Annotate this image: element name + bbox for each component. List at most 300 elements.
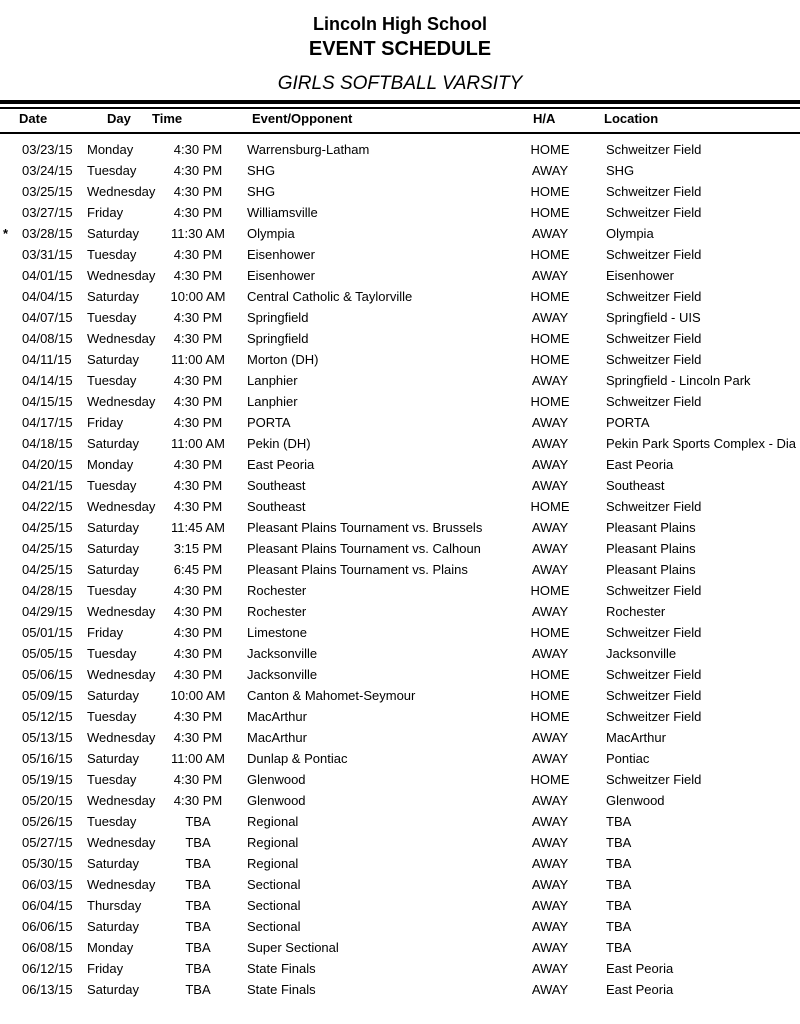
row-time: 4:30 PM (173, 646, 223, 661)
asterisk-marker (0, 643, 18, 664)
row-home-away: AWAY (531, 373, 569, 388)
row-event: Rochester (247, 604, 307, 619)
row-location: Springfield - Lincoln Park (606, 373, 751, 388)
row-location: TBA (606, 835, 632, 850)
table-row (0, 517, 800, 538)
asterisk-marker (0, 202, 18, 223)
row-location: Schweitzer Field (606, 331, 702, 346)
table-row (0, 958, 800, 979)
row-location: Schweitzer Field (606, 184, 702, 199)
asterisk-marker (0, 475, 18, 496)
row-time: 10:00 AM (170, 289, 226, 304)
row-time: TBA (185, 982, 211, 997)
row-time: 3:15 PM (173, 541, 223, 556)
table-row (0, 853, 800, 874)
row-time: 4:30 PM (173, 310, 223, 325)
table-row (0, 769, 800, 790)
row-date: 03/31/15 (22, 247, 73, 262)
asterisk-marker (0, 433, 18, 454)
row-home-away: HOME (530, 772, 570, 787)
row-time: 4:30 PM (173, 415, 223, 430)
row-date: 05/12/15 (22, 709, 73, 724)
row-home-away: HOME (530, 247, 570, 262)
asterisk-marker (0, 832, 18, 853)
row-home-away: AWAY (531, 436, 569, 451)
column-header-location: Location (604, 111, 659, 126)
row-time: 4:30 PM (173, 205, 223, 220)
row-event: SHG (247, 184, 276, 199)
row-location: TBA (606, 814, 632, 829)
asterisk-marker (0, 790, 18, 811)
row-time: 4:30 PM (173, 604, 223, 619)
row-home-away: HOME (530, 709, 570, 724)
row-date: 04/21/15 (22, 478, 73, 493)
row-day: Tuesday (87, 583, 137, 598)
row-event: Super Sectional (247, 940, 339, 955)
row-home-away: HOME (530, 688, 570, 703)
row-home-away: HOME (530, 142, 570, 157)
row-event: SHG (247, 163, 276, 178)
row-date: 04/18/15 (22, 436, 73, 451)
row-time: 11:00 AM (171, 751, 225, 766)
row-home-away: AWAY (531, 268, 569, 283)
row-date: 05/26/15 (22, 814, 73, 829)
table-row (0, 412, 800, 433)
row-location: Pleasant Plains (606, 520, 696, 535)
row-date: 04/22/15 (22, 499, 73, 514)
table-row (0, 202, 800, 223)
row-day: Tuesday (87, 772, 137, 787)
row-day: Saturday (87, 436, 140, 451)
row-event: Lanphier (247, 373, 298, 388)
row-day: Wednesday (87, 793, 156, 808)
table-row (0, 727, 800, 748)
asterisk-marker (0, 160, 18, 181)
row-event: Dunlap & Pontiac (247, 751, 348, 766)
row-event: Regional (247, 814, 299, 829)
row-location: TBA (606, 919, 632, 934)
row-day: Friday (87, 205, 124, 220)
table-row (0, 790, 800, 811)
asterisk-marker (0, 454, 18, 475)
row-time: 4:30 PM (173, 667, 223, 682)
page-title: EVENT SCHEDULE (308, 38, 492, 60)
row-home-away: HOME (530, 499, 570, 514)
table-row (0, 307, 800, 328)
row-event: Eisenhower (247, 247, 315, 262)
row-location: Schweitzer Field (606, 772, 702, 787)
row-day: Tuesday (87, 646, 137, 661)
row-day: Wednesday (87, 835, 156, 850)
table-row (0, 223, 800, 244)
row-location: Schweitzer Field (606, 709, 702, 724)
row-date: 05/06/15 (22, 667, 73, 682)
row-date: 05/13/15 (22, 730, 73, 745)
asterisk-marker: * (3, 226, 9, 241)
row-location: Southeast (606, 478, 665, 493)
table-row (0, 181, 800, 202)
schedule-table (0, 139, 800, 1000)
row-location: Olympia (606, 226, 654, 241)
row-time: 4:30 PM (173, 394, 223, 409)
row-date: 06/08/15 (22, 940, 73, 955)
row-event: State Finals (247, 982, 316, 997)
row-event: Pleasant Plains Tournament vs. Brussels (247, 520, 483, 535)
row-home-away: AWAY (531, 646, 569, 661)
table-row (0, 286, 800, 307)
table-row (0, 349, 800, 370)
row-day: Saturday (87, 751, 140, 766)
row-event: Regional (247, 856, 299, 871)
row-date: 05/01/15 (22, 625, 73, 640)
row-event: Glenwood (247, 772, 306, 787)
row-day: Saturday (87, 352, 140, 367)
row-home-away: HOME (530, 184, 570, 199)
row-home-away: AWAY (531, 793, 569, 808)
row-time: 4:30 PM (173, 142, 223, 157)
row-date: 04/04/15 (22, 289, 73, 304)
row-date: 05/19/15 (22, 772, 73, 787)
row-location: East Peoria (606, 457, 674, 472)
table-row (0, 748, 800, 769)
row-event: Canton & Mahomet-Seymour (247, 688, 416, 703)
divider-thick (0, 100, 800, 104)
row-time: 4:30 PM (173, 625, 223, 640)
row-event: Southeast (247, 478, 306, 493)
asterisk-marker (0, 622, 18, 643)
row-date: 05/16/15 (22, 751, 73, 766)
row-day: Tuesday (87, 310, 137, 325)
row-location: Springfield - UIS (606, 310, 701, 325)
table-row (0, 664, 800, 685)
row-day: Saturday (87, 289, 140, 304)
row-date: 04/25/15 (22, 562, 73, 577)
row-home-away: AWAY (531, 730, 569, 745)
row-event: Jacksonville (247, 667, 318, 682)
row-day: Wednesday (87, 331, 156, 346)
row-date: 05/30/15 (22, 856, 73, 871)
row-day: Monday (87, 457, 134, 472)
row-location: Schweitzer Field (606, 667, 702, 682)
row-time: 11:30 AM (171, 226, 225, 241)
row-day: Tuesday (87, 478, 137, 493)
row-date: 04/15/15 (22, 394, 73, 409)
row-time: 4:30 PM (173, 268, 223, 283)
row-home-away: HOME (530, 583, 570, 598)
row-time: 4:30 PM (173, 499, 223, 514)
asterisk-marker (0, 328, 18, 349)
table-row (0, 811, 800, 832)
row-event: Olympia (247, 226, 295, 241)
row-home-away: AWAY (531, 415, 569, 430)
row-event: Springfield (247, 310, 309, 325)
row-date: 04/25/15 (22, 541, 73, 556)
row-event: Pleasant Plains Tournament vs. Calhoun (247, 541, 481, 556)
row-date: 06/03/15 (22, 877, 73, 892)
row-home-away: AWAY (531, 919, 569, 934)
row-date: 05/27/15 (22, 835, 73, 850)
row-date: 04/29/15 (22, 604, 73, 619)
row-time: 4:30 PM (173, 730, 223, 745)
row-location: Glenwood (606, 793, 665, 808)
row-event: Glenwood (247, 793, 306, 808)
table-row (0, 706, 800, 727)
row-event: Sectional (247, 898, 301, 913)
row-date: 04/14/15 (22, 373, 73, 388)
asterisk-marker (0, 979, 18, 1000)
row-event: Eisenhower (247, 268, 315, 283)
row-time: 6:45 PM (173, 562, 223, 577)
row-home-away: HOME (530, 352, 570, 367)
row-day: Wednesday (87, 604, 156, 619)
row-home-away: HOME (530, 331, 570, 346)
row-event: East Peoria (247, 457, 315, 472)
row-day: Wednesday (87, 184, 156, 199)
row-event: Southeast (247, 499, 306, 514)
asterisk-marker (0, 958, 18, 979)
asterisk-marker (0, 874, 18, 895)
table-row (0, 832, 800, 853)
row-event: Lanphier (247, 394, 298, 409)
row-time: 4:30 PM (173, 709, 223, 724)
row-day: Friday (87, 415, 124, 430)
row-home-away: AWAY (531, 604, 569, 619)
row-location: Eisenhower (606, 268, 674, 283)
row-day: Saturday (87, 541, 140, 556)
asterisk-marker (0, 391, 18, 412)
row-location: Schweitzer Field (606, 625, 702, 640)
asterisk-marker (0, 286, 18, 307)
row-location: Schweitzer Field (606, 352, 702, 367)
asterisk-marker (0, 349, 18, 370)
row-time: TBA (185, 835, 211, 850)
table-row (0, 685, 800, 706)
row-time: TBA (185, 940, 211, 955)
row-time: 11:00 AM (171, 352, 225, 367)
row-location: Pleasant Plains (606, 562, 696, 577)
row-home-away: HOME (530, 667, 570, 682)
row-event: Regional (247, 835, 299, 850)
row-location: Rochester (606, 604, 666, 619)
row-event: MacArthur (247, 709, 307, 724)
table-row (0, 433, 800, 454)
row-date: 06/06/15 (22, 919, 73, 934)
row-time: 4:30 PM (173, 184, 223, 199)
row-day: Saturday (87, 919, 140, 934)
row-time: TBA (185, 961, 211, 976)
row-location: SHG (606, 163, 635, 178)
asterisk-marker (0, 685, 18, 706)
table-row (0, 265, 800, 286)
table-row (0, 454, 800, 475)
asterisk-marker (0, 916, 18, 937)
row-date: 03/25/15 (22, 184, 73, 199)
row-location: Schweitzer Field (606, 583, 702, 598)
row-day: Wednesday (87, 394, 156, 409)
table-row (0, 139, 800, 160)
row-day: Saturday (87, 982, 140, 997)
row-location: East Peoria (606, 961, 674, 976)
row-date: 04/25/15 (22, 520, 73, 535)
row-location: TBA (606, 877, 632, 892)
asterisk-marker (0, 412, 18, 433)
row-day: Tuesday (87, 163, 137, 178)
row-home-away: HOME (530, 205, 570, 220)
row-day: Saturday (87, 562, 140, 577)
row-day: Saturday (87, 226, 140, 241)
row-day: Friday (87, 961, 124, 976)
row-event: Warrensburg-Latham (247, 142, 370, 157)
row-home-away: HOME (530, 625, 570, 640)
asterisk-marker (0, 139, 18, 160)
divider-header-bottom (0, 132, 800, 134)
row-event: Sectional (247, 877, 301, 892)
asterisk-marker (0, 559, 18, 580)
divider-thin (0, 107, 800, 109)
row-home-away: AWAY (531, 898, 569, 913)
row-location: MacArthur (606, 730, 666, 745)
school-name: Lincoln High School (313, 14, 487, 34)
row-day: Thursday (87, 898, 142, 913)
table-row (0, 895, 800, 916)
row-event: Springfield (247, 331, 309, 346)
row-date: 03/23/15 (22, 142, 73, 157)
row-home-away: AWAY (531, 520, 569, 535)
row-location: Pontiac (606, 751, 650, 766)
row-location: TBA (606, 856, 632, 871)
row-home-away: AWAY (531, 310, 569, 325)
table-row (0, 601, 800, 622)
row-date: 05/05/15 (22, 646, 73, 661)
row-time: TBA (185, 856, 211, 871)
row-home-away: AWAY (531, 982, 569, 997)
row-location: Schweitzer Field (606, 205, 702, 220)
row-time: 4:30 PM (173, 583, 223, 598)
asterisk-marker (0, 307, 18, 328)
table-row (0, 916, 800, 937)
row-event: MacArthur (247, 730, 307, 745)
row-event: Pekin (DH) (247, 436, 311, 451)
row-date: 05/09/15 (22, 688, 73, 703)
row-day: Monday (87, 940, 134, 955)
row-location: Schweitzer Field (606, 394, 702, 409)
row-location: East Peoria (606, 982, 674, 997)
asterisk-marker (0, 496, 18, 517)
asterisk-marker (0, 181, 18, 202)
row-time: TBA (185, 919, 211, 934)
row-date: 05/20/15 (22, 793, 73, 808)
row-home-away: AWAY (531, 835, 569, 850)
row-date: 04/28/15 (22, 583, 73, 598)
asterisk-marker (0, 538, 18, 559)
table-row (0, 559, 800, 580)
table-row (0, 622, 800, 643)
row-location: TBA (606, 898, 632, 913)
row-event: Limestone (247, 625, 307, 640)
row-home-away: AWAY (531, 226, 569, 241)
row-time: TBA (185, 877, 211, 892)
row-time: TBA (185, 814, 211, 829)
row-event: Pleasant Plains Tournament vs. Plains (247, 562, 468, 577)
row-event: Rochester (247, 583, 307, 598)
table-row (0, 244, 800, 265)
row-date: 04/11/15 (22, 352, 72, 367)
row-location: Schweitzer Field (606, 247, 702, 262)
asterisk-marker (0, 517, 18, 538)
row-event: Sectional (247, 919, 301, 934)
asterisk-marker (0, 748, 18, 769)
asterisk-marker (0, 937, 18, 958)
asterisk-marker (0, 769, 18, 790)
row-event: Morton (DH) (247, 352, 319, 367)
table-row (0, 874, 800, 895)
row-date: 03/27/15 (22, 205, 73, 220)
row-home-away: AWAY (531, 814, 569, 829)
row-day: Tuesday (87, 814, 137, 829)
asterisk-marker (0, 244, 18, 265)
row-date: 04/07/15 (22, 310, 73, 325)
asterisk-marker (0, 664, 18, 685)
row-time: 4:30 PM (173, 457, 223, 472)
asterisk-marker (0, 706, 18, 727)
row-home-away: AWAY (531, 856, 569, 871)
table-row (0, 328, 800, 349)
row-day: Wednesday (87, 499, 156, 514)
row-day: Wednesday (87, 730, 156, 745)
table-row (0, 391, 800, 412)
row-location: Schweitzer Field (606, 142, 702, 157)
row-time: 4:30 PM (173, 478, 223, 493)
row-location: Jacksonville (606, 646, 677, 661)
row-day: Friday (87, 625, 124, 640)
row-time: 4:30 PM (173, 247, 223, 262)
column-header-day: Day (107, 111, 131, 126)
row-location: Schweitzer Field (606, 499, 702, 514)
row-location: Schweitzer Field (606, 289, 702, 304)
row-date: 06/13/15 (22, 982, 73, 997)
row-home-away: AWAY (531, 457, 569, 472)
asterisk-marker (0, 601, 18, 622)
row-day: Tuesday (87, 247, 137, 262)
table-row (0, 160, 800, 181)
asterisk-marker (0, 265, 18, 286)
row-time: 4:30 PM (173, 772, 223, 787)
row-day: Wednesday (87, 877, 156, 892)
row-day: Wednesday (87, 268, 156, 283)
table-row (0, 475, 800, 496)
row-day: Saturday (87, 688, 140, 703)
table-row (0, 979, 800, 1000)
row-home-away: AWAY (531, 940, 569, 955)
row-home-away: AWAY (531, 478, 569, 493)
row-day: Tuesday (87, 709, 137, 724)
row-location: Pleasant Plains (606, 541, 696, 556)
asterisk-marker (0, 727, 18, 748)
row-date: 04/20/15 (22, 457, 73, 472)
row-time: 10:00 AM (170, 688, 226, 703)
table-row (0, 937, 800, 958)
table-header (0, 111, 800, 131)
column-header-event: Event/Opponent (252, 111, 353, 126)
row-date: 04/01/15 (22, 268, 73, 283)
row-day: Wednesday (87, 667, 156, 682)
row-home-away: AWAY (531, 961, 569, 976)
row-home-away: AWAY (531, 541, 569, 556)
row-time: 11:45 AM (171, 520, 225, 535)
row-home-away: AWAY (531, 163, 569, 178)
row-day: Tuesday (87, 373, 137, 388)
row-date: 03/28/15 (22, 226, 73, 241)
